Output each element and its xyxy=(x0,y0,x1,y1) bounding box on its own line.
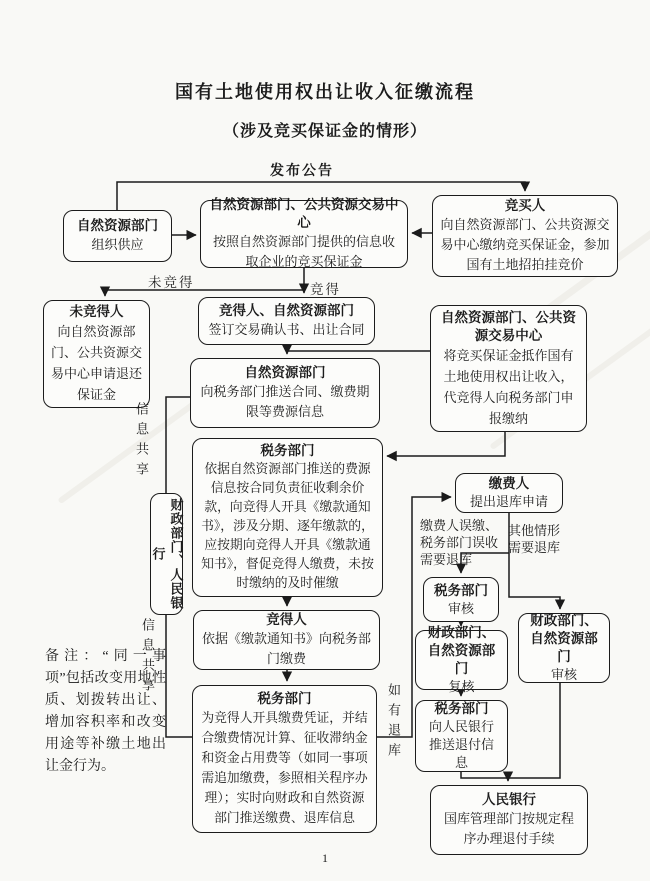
box-body: 向自然资源部门、公共资源交易中心申请退还保证金 xyxy=(51,324,143,402)
box-title: 人民银行 xyxy=(482,792,536,807)
label-refund-other: 其他情形需要退库 xyxy=(508,523,561,555)
box-body: 将竞买保证金抵作国有土地使用权出让收入，代竞得人向税务部门申报缴纳 xyxy=(443,347,574,426)
flow-box-tax-collect xyxy=(192,438,383,597)
flow-box-unsuccessful-bidder xyxy=(43,300,150,408)
page-subtitle: （涉及竞买保证金的情形） xyxy=(222,123,427,140)
box-body: 签订交易确认书、出让合同 xyxy=(208,322,365,337)
flow-box-bidder xyxy=(432,195,618,277)
box-title: 财政部门、自然资源部门 xyxy=(427,625,496,676)
flow-box-peoples-bank xyxy=(430,785,588,855)
box-body: 审核 xyxy=(550,667,577,682)
box-title: 财政部门、自然资源部门 xyxy=(530,613,598,664)
label-if-refund: 如有退库 xyxy=(386,683,401,763)
box-title: 财政部门、人民银行 xyxy=(150,498,184,610)
box-title: 自然资源部门、公共资源交易中心 xyxy=(209,197,399,230)
box-title: 税务部门 xyxy=(434,701,489,716)
footnote: 备注：“同一事项”包括改变用地性质、划拨转出让、增加容积率和改变用途等补缴土地出让金行为。 xyxy=(45,649,166,774)
label-info-share-top: 信息共享 xyxy=(134,402,149,482)
box-title: 未竞得人 xyxy=(69,304,124,319)
flow-box-finance-peoples-bank-vertical xyxy=(150,493,183,615)
label-refund-mistake: 缴费人误缴、税务部门误收需要退库 xyxy=(420,518,499,567)
page-title: 国有土地使用权出让收入征缴流程 xyxy=(175,82,475,102)
flow-box-push-fee-info xyxy=(190,358,380,428)
box-title: 竞得人、自然资源部门 xyxy=(219,303,354,318)
label-info-share-bottom: 信息共享 xyxy=(140,618,155,698)
box-body: 国库管理部门按规定程序办理退付手续 xyxy=(443,811,574,846)
box-title: 税务部门 xyxy=(434,582,488,598)
flow-box-finance-recheck xyxy=(415,625,508,694)
box-body: 向自然资源部门、公共资源交易中心缴纳竞买保证金，参加国有土地招拍挂竞价 xyxy=(440,217,610,272)
flow-box-tax-issue-voucher xyxy=(192,685,377,833)
box-body: 为竞得人开具缴费凭证，并结合缴费情况计算、征收滞纳金和资金占用费等（如同一事项需追加缴费，参照相关程序办理）；实时向财政和自然资源部门推送缴费、退库信息 xyxy=(201,711,368,825)
box-body: 复核 xyxy=(448,679,475,694)
flow-box-trade-center-collect-deposit xyxy=(200,197,408,269)
box-title: 自然资源部门、公共资源交易中心 xyxy=(441,309,576,343)
flow-box-winner-pay xyxy=(193,610,380,670)
box-body: 向人民银行推送退付信息 xyxy=(428,719,494,770)
flow-box-deposit-offset xyxy=(430,305,587,432)
box-title: 自然资源部门 xyxy=(77,218,158,233)
box-title: 税务部门 xyxy=(257,691,312,706)
box-title: 竞买人 xyxy=(504,198,546,213)
box-body: 组织供应 xyxy=(91,237,144,252)
box-title: 缴费人 xyxy=(488,476,530,491)
box-body: 向税务部门推送合同、缴费期限等费源信息 xyxy=(200,384,370,419)
flow-box-finance-review xyxy=(518,613,610,683)
flow-box-tax-push-refund-info xyxy=(415,700,508,772)
box-body: 按照自然资源部门提供的信息收取企业的竞买保证金 xyxy=(212,234,395,269)
label-not-won: 未竞得 xyxy=(148,275,195,290)
box-title: 竞得人 xyxy=(266,612,307,627)
flow-box-natural-resources-supply xyxy=(63,210,172,262)
box-body: 提出退库申请 xyxy=(469,494,548,509)
flow-box-tax-review xyxy=(423,577,499,622)
box-body: 审核 xyxy=(447,600,474,616)
box-body: 依据《缴款通知书》向税务部门缴费 xyxy=(201,631,371,666)
box-body: 依据自然资源部门推送的费源信息按合同负责征收剩余价款，向竞得人开具《缴款通知书》，涉及分期、逐年缴款的，应按期向竞得人开具《缴款通知书》，督促竞得人缴费，未按时缴纳的及时催缴 xyxy=(201,462,374,590)
label-publish-notice: 发布公告 xyxy=(270,164,334,179)
flow-box-payer-refund-request xyxy=(455,473,563,513)
page-number: 1 xyxy=(322,851,328,865)
box-title: 税务部门 xyxy=(260,443,315,458)
box-title: 自然资源部门 xyxy=(244,365,326,380)
flow-box-winner-sign-contract xyxy=(198,297,375,345)
label-won: 竞得 xyxy=(310,282,341,297)
